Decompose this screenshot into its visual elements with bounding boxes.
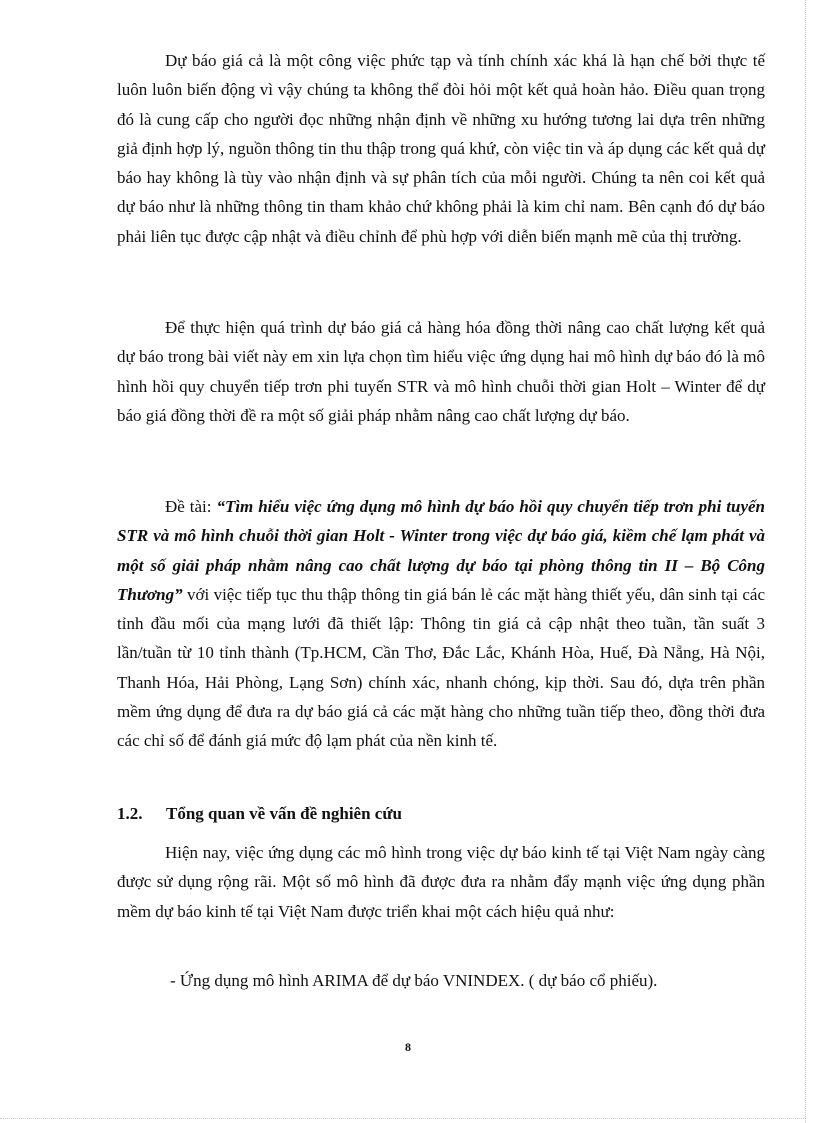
- section-title: Tổng quan về vấn đề nghiên cứu: [166, 804, 402, 823]
- topic-title: “Tìm hiểu việc ứng dụng mô hình dự báo hồi quy chuyển tiếp trơn phi tuyến STR và mô hình chuỗi thời gian Holt - Winter trong việc dự báo giá, kiềm chế lạm phát và một số giải pháp nhằm nâng cao chất lượng dự báo tại phòng thông tin II – Bộ Công Thương”: [117, 497, 765, 604]
- paragraph-text: Dự báo giá cả là một công việc phức tạp và tính chính xác khá là hạn chế bởi thực tế luôn luôn biến động vì vậy chúng ta không thể đòi hỏi một kết quả hoàn hảo. Điều quan trọng đó là cung cấp cho người đọc những nhận định về những xu hướng tương lai dựa trên những giả định hợp lý, nguồn thông tin thu thập trong quá khứ, còn việc tin và áp dụng các kết quả dự báo hay không là tùy vào nhận định và sự phân tích của mỗi người. Chúng ta nên coi kết quả dự báo như là những thông tin tham khảo chứ không phải là kim chỉ nam. Bên cạnh đó dự báo phải liên tục được cập nhật và điều chỉnh để phù hợp với diễn biến mạnh mẽ của thị trường.: [117, 51, 765, 246]
- topic-prefix: Đề tài:: [165, 497, 217, 516]
- page-bottom-divider: [0, 1118, 806, 1119]
- paragraph-models-choice: [117, 313, 765, 430]
- paragraph-forecast-intro: [117, 46, 765, 251]
- page-edge-divider: [805, 0, 806, 1123]
- paragraph-research-overview: [117, 838, 765, 926]
- paragraph-body: [117, 492, 765, 756]
- paragraph-thesis-topic: [117, 492, 765, 756]
- section-heading: [117, 803, 402, 825]
- paragraph-text: Hiện nay, việc ứng dụng các mô hình trong việc dự báo kinh tế tại Việt Nam ngày càng được sử dụng rộng rãi. Một số mô hình đã được đưa ra nhằm đẩy mạnh việc ứng dụng phần mềm dự báo kinh tế tại Việt Nam được triển khai một cách hiệu quả như:: [117, 843, 765, 921]
- section-number: 1.2.: [117, 804, 143, 823]
- topic-description: với việc tiếp tục thu thập thông tin giá bán lẻ các mặt hàng thiết yếu, dân sinh tại các tỉnh đầu mối của mạng lưới đã thiết lập: Thông tin giá cả cập nhật theo tuần, tần suất 3 lần/tuần từ 10 tỉnh thành (Tp.HCM, Cần Thơ, Đắc Lắc, Khánh Hòa, Huế, Đà Nẵng, Hà Nội, Thanh Hóa, Hải Phòng, Lạng Sơn) chính xác, nhanh chóng, kịp thời. Sau đó, dựa trên phần mềm ứng dụng để đưa ra dự báo giá cả các mặt hàng cho những tuần tiếp theo, đồng thời đưa các chỉ số để đánh giá mức độ lạm phát của nền kinh tế.: [117, 584, 765, 751]
- list-item: - Ứng dụng mô hình ARIMA để dự báo VNINDEX. ( dự báo cổ phiếu).: [170, 971, 658, 990]
- paragraph-text: Để thực hiện quá trình dự báo giá cả hàng hóa đồng thời nâng cao chất lượng kết quả dự báo trong bài viết này em xin lựa chọn tìm hiểu việc ứng dụng hai mô hình dự báo đó là mô hình hồi quy chuyển tiếp trơn phi tuyến STR và mô hình chuỗi thời gian Holt – Winter để dự báo giá đồng thời đề ra một số giải pháp nhằm nâng cao chất lượng dự báo.: [117, 318, 765, 425]
- page-number: 8: [405, 1040, 411, 1054]
